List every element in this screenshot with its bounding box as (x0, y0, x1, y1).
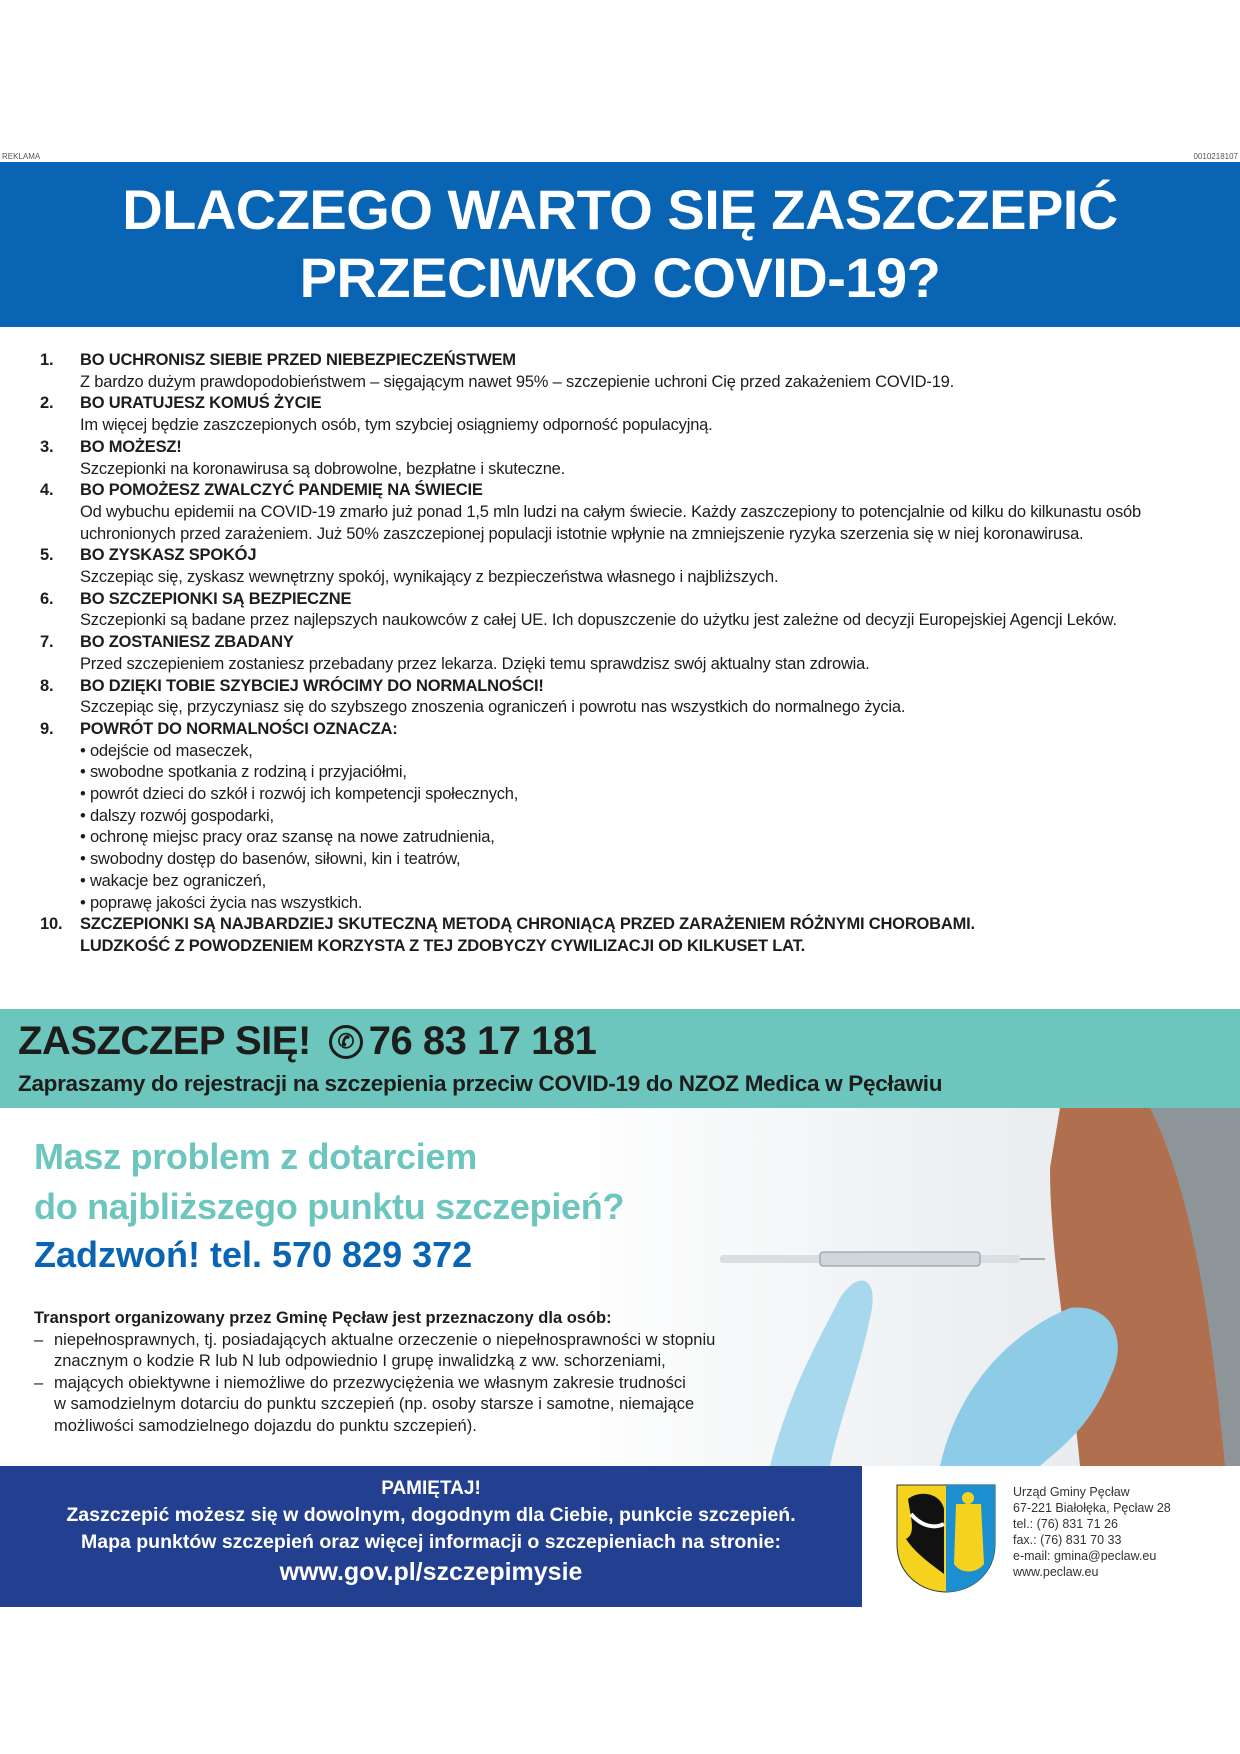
dash: – (34, 1373, 44, 1392)
cta-title: ZASZCZEP SIĘ! (18, 1019, 311, 1063)
reason-text: Przed szczepieniem zostaniesz przebadany przez lekarza. Dzięki temu sprawdzisz swój aktualny stan zdrowia. (80, 654, 870, 673)
ad-code: 0010218107 (1193, 152, 1238, 161)
title-banner (0, 162, 1240, 327)
cta-band (0, 1009, 1240, 1108)
reason-text: Z bardzo dużym prawdopodobieństwem – sięgającym nawet 95% – szczepienie uchroni Cię przed zakażeniem COVID-19. (80, 372, 955, 391)
reason-title: LUDZKOŚĆ Z POWODZENIEM KORZYSTA Z TEJ ZDOBYCZY CYWILIZACJI OD KILKUSET LAT. (80, 936, 806, 955)
reason-item (40, 350, 1220, 393)
reminder-url[interactable]: www.gov.pl/szczepimysie (279, 1558, 583, 1586)
reminder-box (0, 1466, 862, 1607)
bullet-item: • ochronę miejsc pracy oraz szansę na nowe zatrudnienia, (80, 828, 495, 847)
reason-item (40, 914, 1220, 957)
reason-title: BO MOŻESZ! (80, 437, 182, 456)
reason-item (40, 676, 1220, 719)
reason-number: 5. (40, 546, 54, 565)
office-email[interactable]: e-mail: gmina@peclaw.eu (1013, 1549, 1157, 1563)
reason-title: BO ZYSKASZ SPOKÓJ (80, 546, 257, 565)
reason-text: Im więcej będzie zaszczepionych osób, tym szybciej osiągniemy odporność populacyjną. (80, 416, 713, 435)
office-name: Urząd Gminy Pęcław (1013, 1485, 1130, 1499)
office-address: 67-221 Białołęka, Pęcław 28 (1013, 1501, 1171, 1515)
reason-title: SZCZEPIONKI SĄ NAJBARDZIEJ SKUTECZNĄ METODĄ CHRONIĄCĄ PRZED ZARAŻENIEM RÓŻNYMI CHOROBAMI. (80, 915, 975, 934)
promo-line1: Masz problem z dotarciem (34, 1136, 477, 1177)
reason-title: BO ZOSTANIESZ ZBADANY (80, 633, 294, 652)
bullet-item: • swobodny dostęp do basenów, siłowni, kin i teatrów, (80, 850, 461, 869)
office-website[interactable]: www.peclaw.eu (1013, 1565, 1099, 1579)
transport-item (34, 1330, 834, 1373)
transport-heading: Transport organizowany przez Gminę Pęcław jest przeznaczony dla osób: (34, 1309, 612, 1327)
reason-number: 9. (40, 719, 54, 738)
transport-text: mających obiektywne i niemożliwe do przezwyciężenia we własnym zakresie trudności (54, 1373, 686, 1392)
reason-title: BO URATUJESZ KOMUŚ ŻYCIE (80, 394, 322, 413)
transport-item (34, 1373, 834, 1438)
reason-number: 3. (40, 437, 54, 456)
reason-text: Szczepionki są badane przez najlepszych naukowców z całej UE. Ich dopuszczenie do użytku jest zależne od decyzji Europejskiej Agencji Leków. (80, 611, 1117, 630)
reason-number: 8. (40, 676, 54, 695)
reason-item (40, 480, 1220, 545)
promo-phone[interactable]: Zadzwoń! tel. 570 829 372 (34, 1234, 473, 1275)
page-title-line2: PRZECIWKO COVID-19? (299, 246, 941, 309)
reminder-line1: Zaszczepić możesz się w dowolnym, dogodnym dla Ciebie, punkcie szczepień. (66, 1504, 796, 1526)
reason-title: POWRÓT DO NORMALNOŚCI OZNACZA: (80, 719, 398, 738)
promo-line2: do najbliższego punktu szczepień? (34, 1186, 625, 1227)
reason-title: BO UCHRONISZ SIEBIE PRZED NIEBEZPIECZEŃSTWEM (80, 351, 516, 369)
transport-text: znacznym o kodzie R lub N lub odpowiednio I grupę inwalidzką z ww. schorzeniami, (54, 1352, 666, 1370)
reason-item (40, 632, 1220, 675)
reason-item (40, 719, 1220, 914)
reason-number: 2. (40, 394, 54, 413)
reason-text: Szczepiąc się, przyczyniasz się do szybszego znoszenia ograniczeń i powrotu nas wszystkich do normalnego życia. (80, 698, 906, 717)
reason-number: 10. (40, 915, 63, 934)
cta-heading (18, 1019, 596, 1064)
bullet-item: • powrót dzieci do szkół i rozwój ich kompetencji społecznych, (80, 785, 519, 804)
ad-label: REKLAMA (2, 152, 41, 161)
reason-number: 1. (40, 351, 54, 369)
reason-number: 6. (40, 589, 54, 608)
bullet-item: • swobodne spotkania z rodziną i przyjaciółmi, (80, 763, 407, 782)
cta-phone[interactable]: 76 83 17 181 (368, 1019, 597, 1063)
bullet-item: • odejście od maseczek, (80, 741, 253, 760)
contact-info (1013, 1484, 1171, 1580)
page-title-line1: DLACZEGO WARTO SIĘ ZASZCZEPIĆ (122, 178, 1118, 241)
transport-text: możliwości samodzielnego dojazdu do punktu szczepień). (54, 1416, 477, 1435)
reason-item (40, 437, 1220, 480)
phone-icon: ✆ (329, 1025, 363, 1059)
cta-subtitle: Zapraszamy do rejestracji na szczepienia przeciw COVID-19 do NZOZ Medica w Pęcławiu (18, 1071, 943, 1096)
reason-number: 4. (40, 481, 54, 500)
reason-title: BO POMOŻESZ ZWALCZYĆ PANDEMIĘ NA ŚWIECIE (80, 481, 483, 500)
reason-item (40, 589, 1220, 632)
reason-text: Szczepiąc się, zyskasz wewnętrzny spokój, wynikający z bezpieczeństwa własnego i najbliższych. (80, 568, 779, 587)
reason-item (40, 545, 1220, 588)
transport-info (34, 1308, 834, 1437)
bullet-item: • wakacje bez ograniczeń, (80, 871, 267, 890)
reason-title: BO DZIĘKI TOBIE SZYBCIEJ WRÓCIMY DO NORMALNOŚCI! (80, 676, 544, 695)
reasons-list (40, 350, 1220, 958)
office-fax: fax.: (76) 831 70 33 (1013, 1533, 1122, 1547)
bullet-item: • dalszy rozwój gospodarki, (80, 806, 274, 825)
bullet-item: • poprawę jakości życia nas wszystkich. (80, 893, 363, 912)
reason-title: BO SZCZEPIONKI SĄ BEZPIECZNE (80, 589, 352, 608)
office-phone: tel.: (76) 831 71 26 (1013, 1517, 1118, 1531)
reason-text: Od wybuchu epidemii na COVID-19 zmarło już ponad 1,5 mln ludzi na całym świecie. Każdy zaszczepiony to potencjalnie od kilku do kilkunastu osób uchronionych przed zarażeniem. Już 50% zaszczepionej populacji istotnie wpłynie na zmniejszenie ryzyka szerzenia się w niej koronawirusa. (80, 502, 1141, 543)
reminder-title: PAMIĘTAJ! (381, 1478, 481, 1499)
reason-item (40, 393, 1220, 436)
transport-text: niepełnosprawnych, tj. posiadających aktualne orzeczenie o niepełnosprawności w stopniu (54, 1330, 716, 1349)
dash: – (34, 1330, 44, 1349)
reason-text: Szczepionki na koronawirusa są dobrowolne, bezpłatne i skuteczne. (80, 459, 566, 478)
reason-number: 7. (40, 633, 54, 652)
transport-text: w samodzielnym dotarciu do punktu szczepień (np. osoby starsze i samotne, niemające (54, 1395, 695, 1413)
coat-of-arms-icon (896, 1484, 996, 1594)
reminder-line2: Mapa punktów szczepień oraz więcej informacji o szczepieniach na stronie: (80, 1531, 781, 1553)
